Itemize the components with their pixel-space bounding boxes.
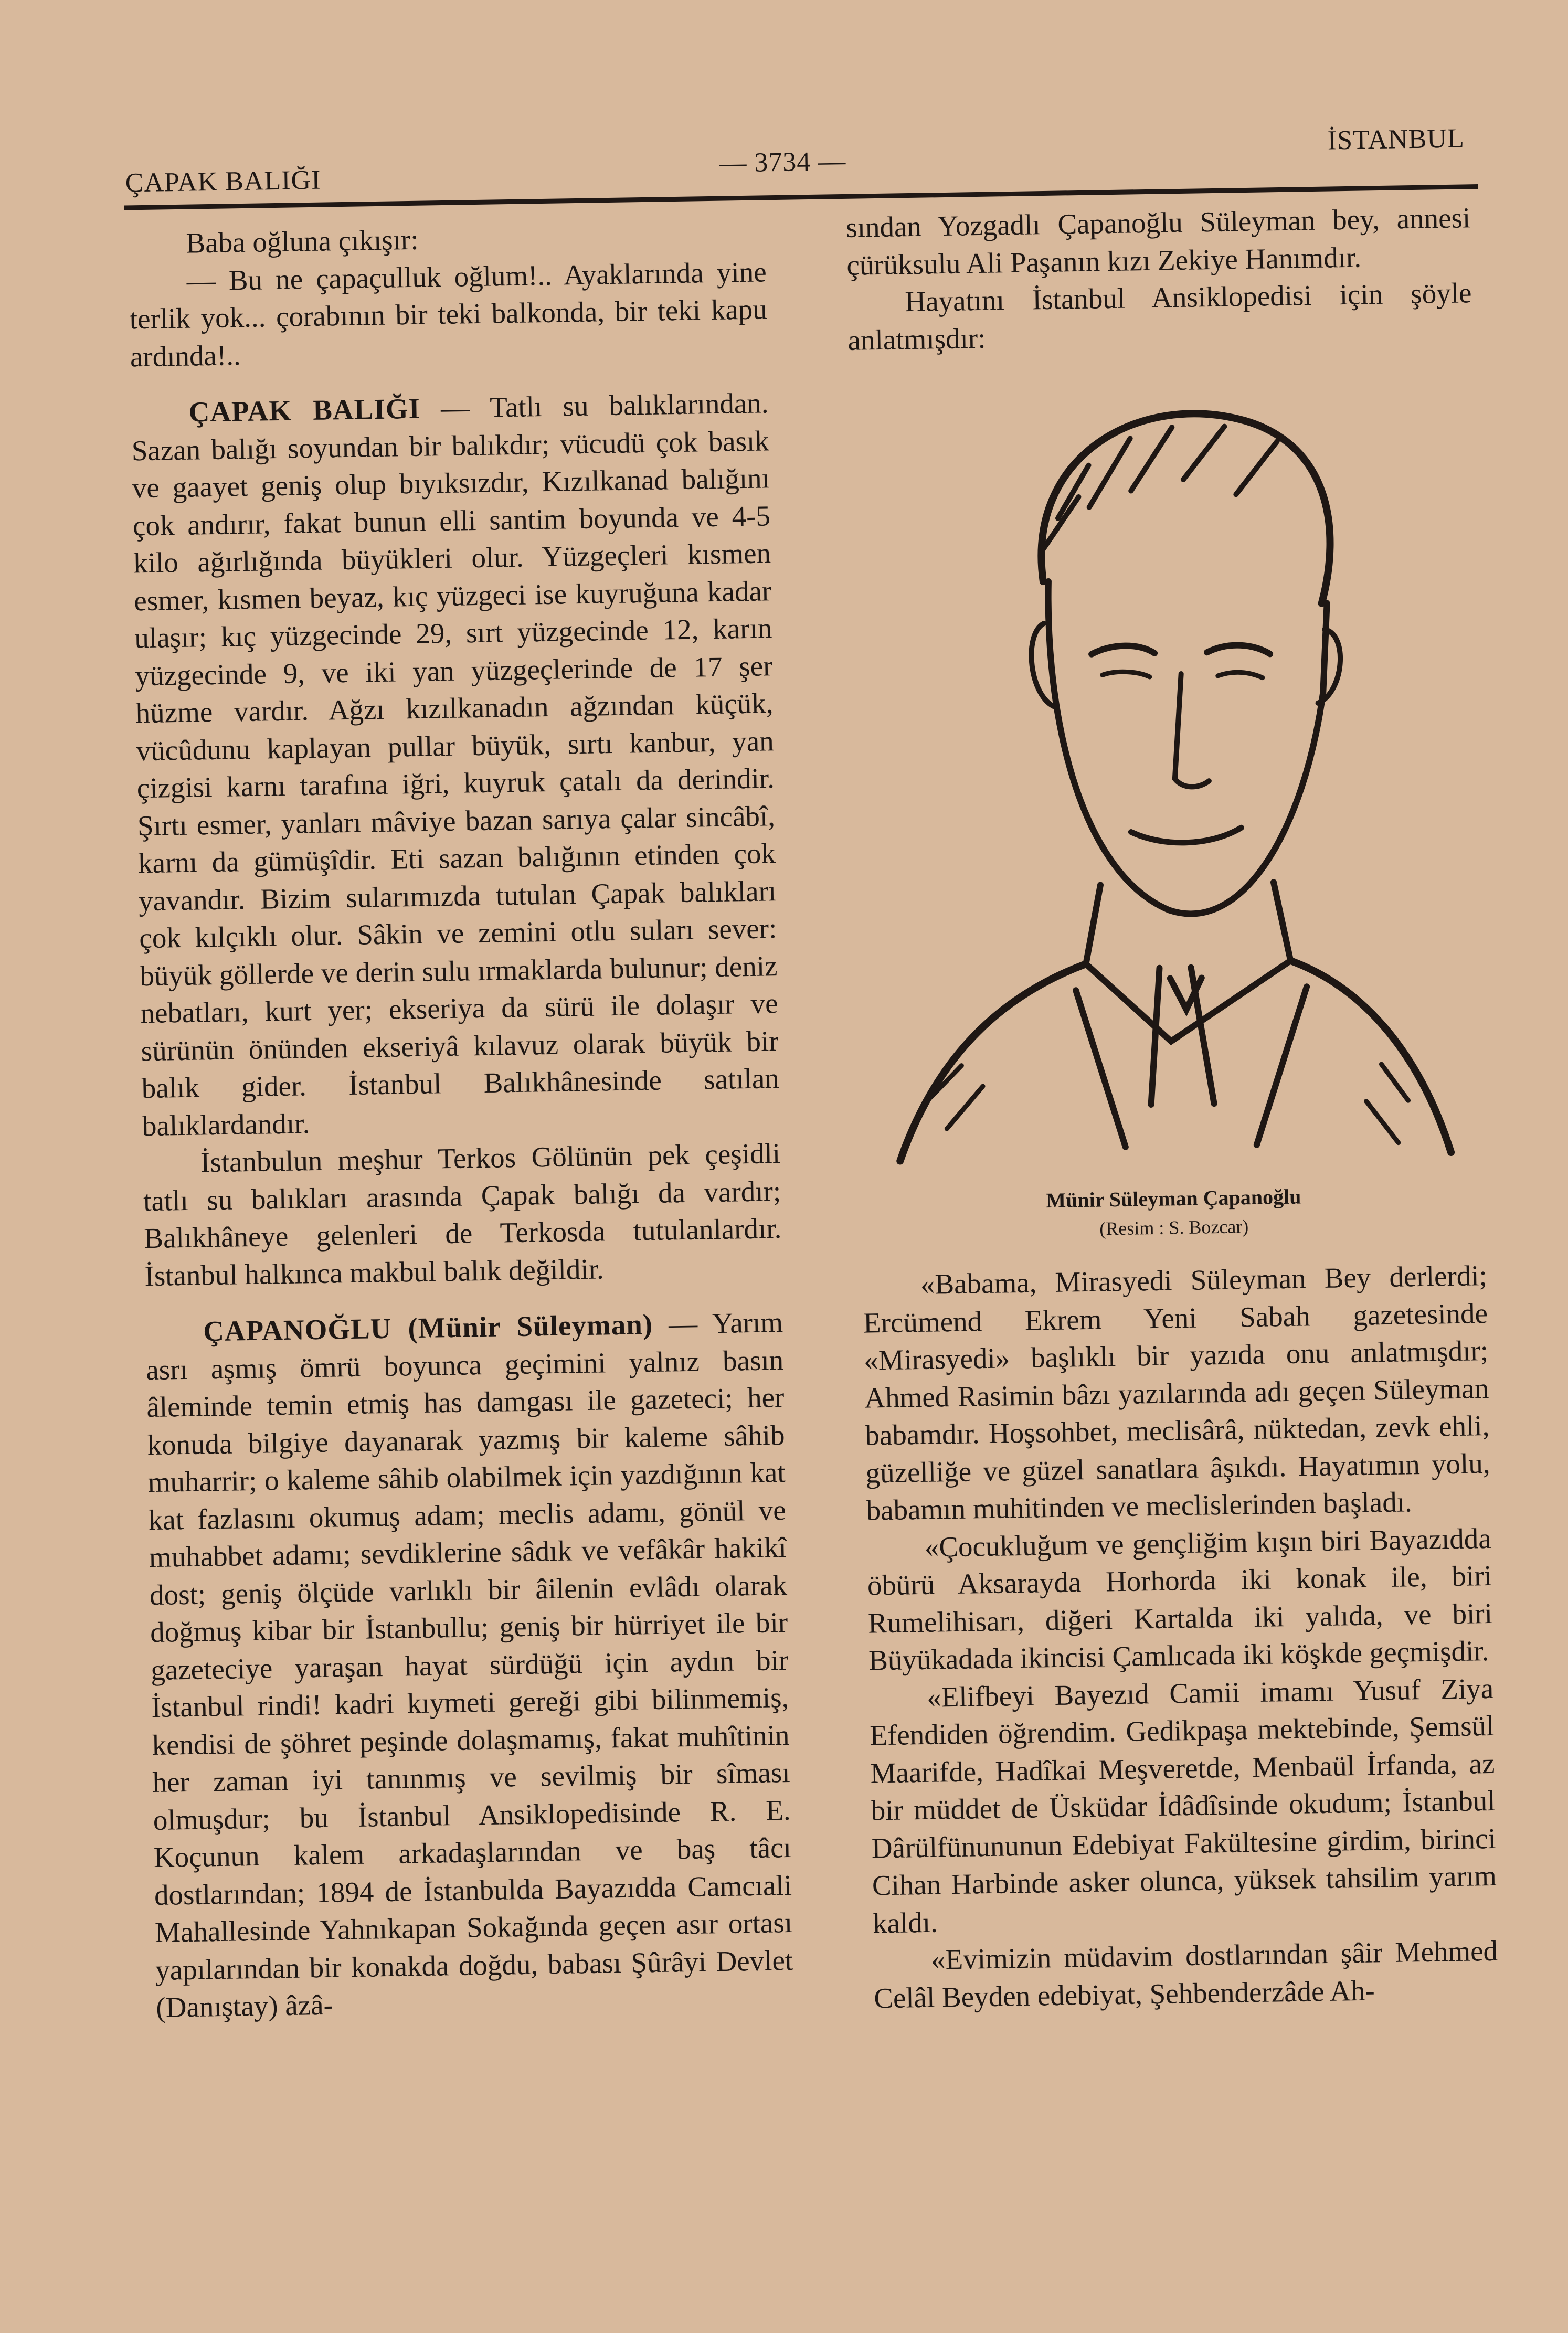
paragraph: sından Yozgadlı Çapanoğlu Süleyman bey, annesi çürüksulu Ali Paşanın kızı Zekiye Hanımdır.	[845, 202, 1471, 281]
running-head-left: ÇAPAK BALIĞI	[125, 165, 321, 198]
paragraph: Baba oğluna çıkışır:	[186, 223, 419, 259]
paragraph: İstanbulun meşhur Terkos Gölünün pek çeşidli tatlı su balıkları arasında Çapak balığı da vardır; Balıkhâneye gelenleri de Terkosda tutulanlardır. İstanbul halkınca makbul balık değildir.	[143, 1137, 782, 1292]
paragraph: — Bu ne çapaçulluk oğlum!.. Ayaklarında yine terlik yok... çorabının bir teki balkonda, bir teki kapu ardında!..	[129, 255, 768, 373]
running-head-right: İSTANBUL	[1327, 123, 1465, 156]
entry-heading: ÇAPANOĞLU (Münir Süleyman)	[203, 1308, 653, 1348]
paragraph: Hayatını İstanbul Ansiklopedisi için şöyle anlatmışdır:	[847, 277, 1472, 356]
entry-capak-baligi	[131, 384, 780, 1144]
paragraph: «Babama, Mirasyedi Süleyman Bey derlerdi; Ercümend Ekrem Yeni Sabah gazetesinde «Mirasyedi» başlıklı bir yazıda onu anlatmışdır; Ahmed Rasimin bâzı yazılarında adı geçen Süleyman babamdır. Hoşsohbet, meclisârâ, nüktedan, zevk ehli, güzelliğe ve güzel sanatlara âşıkdı. Hayatımın yolu, babamın muhitinden ve meclislerinden başladı.	[863, 1259, 1490, 1526]
paragraph: «Elifbeyi Bayezıd Camii imamı Yusuf Ziya Efendiden öğrendim. Gedikpaşa mektebinde, Şemsül Maarifde, Hadîkai Meşveretde, Menbaül İrfanda, az bir müddet de Üsküdar İdâdîsinde okudum; İstanbul Dârülfünununun Edebiyat Fakültesine girdim, birinci Cihan Harbinde asker olunca, yüksek tahsilim yarım kaldı.	[869, 1672, 1497, 1939]
right-column	[846, 199, 1499, 2017]
entry-text: — Yarım asrı aşmış ömrü boyunca geçimini yalnız basın âleminde temin etmiş has damgası ile gazeteci; her konuda bilgiye dayanarak yazmış bir kaleme sâhib muharrir; o kaleme sâhib olabilmek için yazdığının kat kat fazlasını okumuş adam; meclis adamı, gönül ve muhabbet adamı; sevdiklerine sâdık ve vefâkâr hakikî dost; geniş ölçüde varlıklı bir âilenin evlâdı olarak doğmuş kibar bir İstanbullu; geniş bir hürriyet ile bir gazeteciye yaraşan hayat sürdüğü için aydın bir İstanbul rindi! kadri kıymeti gereği gibi bilinmemiş, kendisi de şöhret peşinde dolaşmamış, fakat muhîtinin her zaman iyi tanınmış ve sevilmiş bir sîması olmuşdur; bu İstanbul Ansiklopedisinde R. E. Koçunun kalem arkadaşlarından ve baş tâcı dostlarından; 1894 de İstanbulda Bayazıdda Camcıali Mahallesinde Yahnıkapan Sokağında geçen asır ortası yapılarından bir konakda doğdu, babası Şûrâyi Devlet (Danıştay) âzâ-	[145, 1306, 793, 2023]
entry-capanoglu	[145, 1303, 794, 2026]
paragraph: «Çocukluğum ve gençliğim kışın biri Bayazıdda öbürü Aksarayda Horhorda iki konak ile, biri Rumelihisarı, diğeri Kartalda iki yalıda, ve biri Büyükadada ikincisi Çamlıcada iki köşkde geçmişdir.	[867, 1522, 1493, 1677]
left-column	[128, 215, 794, 2026]
portrait-illustration	[866, 355, 1467, 1182]
entry-heading: ÇAPAK BALIĞI	[188, 392, 421, 428]
page-number: — 3734 —	[718, 146, 846, 178]
entry-text: — Tatlı su balıklarından. Sazan balığı soyundan bir balıkdır; vücudü çok basık ve gaayet geniş olup bıyıksızdır, Kızılkanad balığını çok andırır, fakat bunun elli santim boyunda ve 4-5 kilo ağırlığında büyükleri olur. Yüzgeçleri kısmen esmer, kısmen beyaz, kıç yüzgeci ise kuyruğuna kadar ulaşır; kıç yüzgecinde 29, sırt yüzgecinde 12, karın yüzgecinde 9, ve iki yan yüzgeçlerinde de 17 şer hüzme vardır. Ağzı kızılkanadın ağzından küçük, vücûdunu kaplayan pullar büyük, sırtı kanbur, yan çizgisi karnı tarafına iğri, kuyruk çatalı da derindir. Şırtı esmer, yanları mâviye bazan sarıya çalar sincâbî, karnı da gümüşîdir. Eti sazan balığının etinden çok yavandır. Bizim sularımızda tutulan Çapak balıkları çok kılçıklı olur. Sâkin ve zemini otlu suları sever: büyük göllerde ve derin sulu ırmaklarda bulunur; deniz nebatları, kurt yer; ekseriya da sürü ile dolaşır ve sürünün önünden ekseriyâ kılavuz olarak büyük bir balık gider. İstanbul Balıkhânesinde satılan balıklardandır.	[131, 387, 780, 1142]
paragraph: «Evimizin müdavim dostlarından şâir Mehmed Celâl Beyden edebiyat, Şehbenderzâde Ah-	[873, 1934, 1498, 2014]
portrait-credit: (Resim : S. Bozcar)	[1099, 1216, 1249, 1239]
portrait-caption: Münir Süleyman Çapanoğlu	[1046, 1184, 1301, 1213]
